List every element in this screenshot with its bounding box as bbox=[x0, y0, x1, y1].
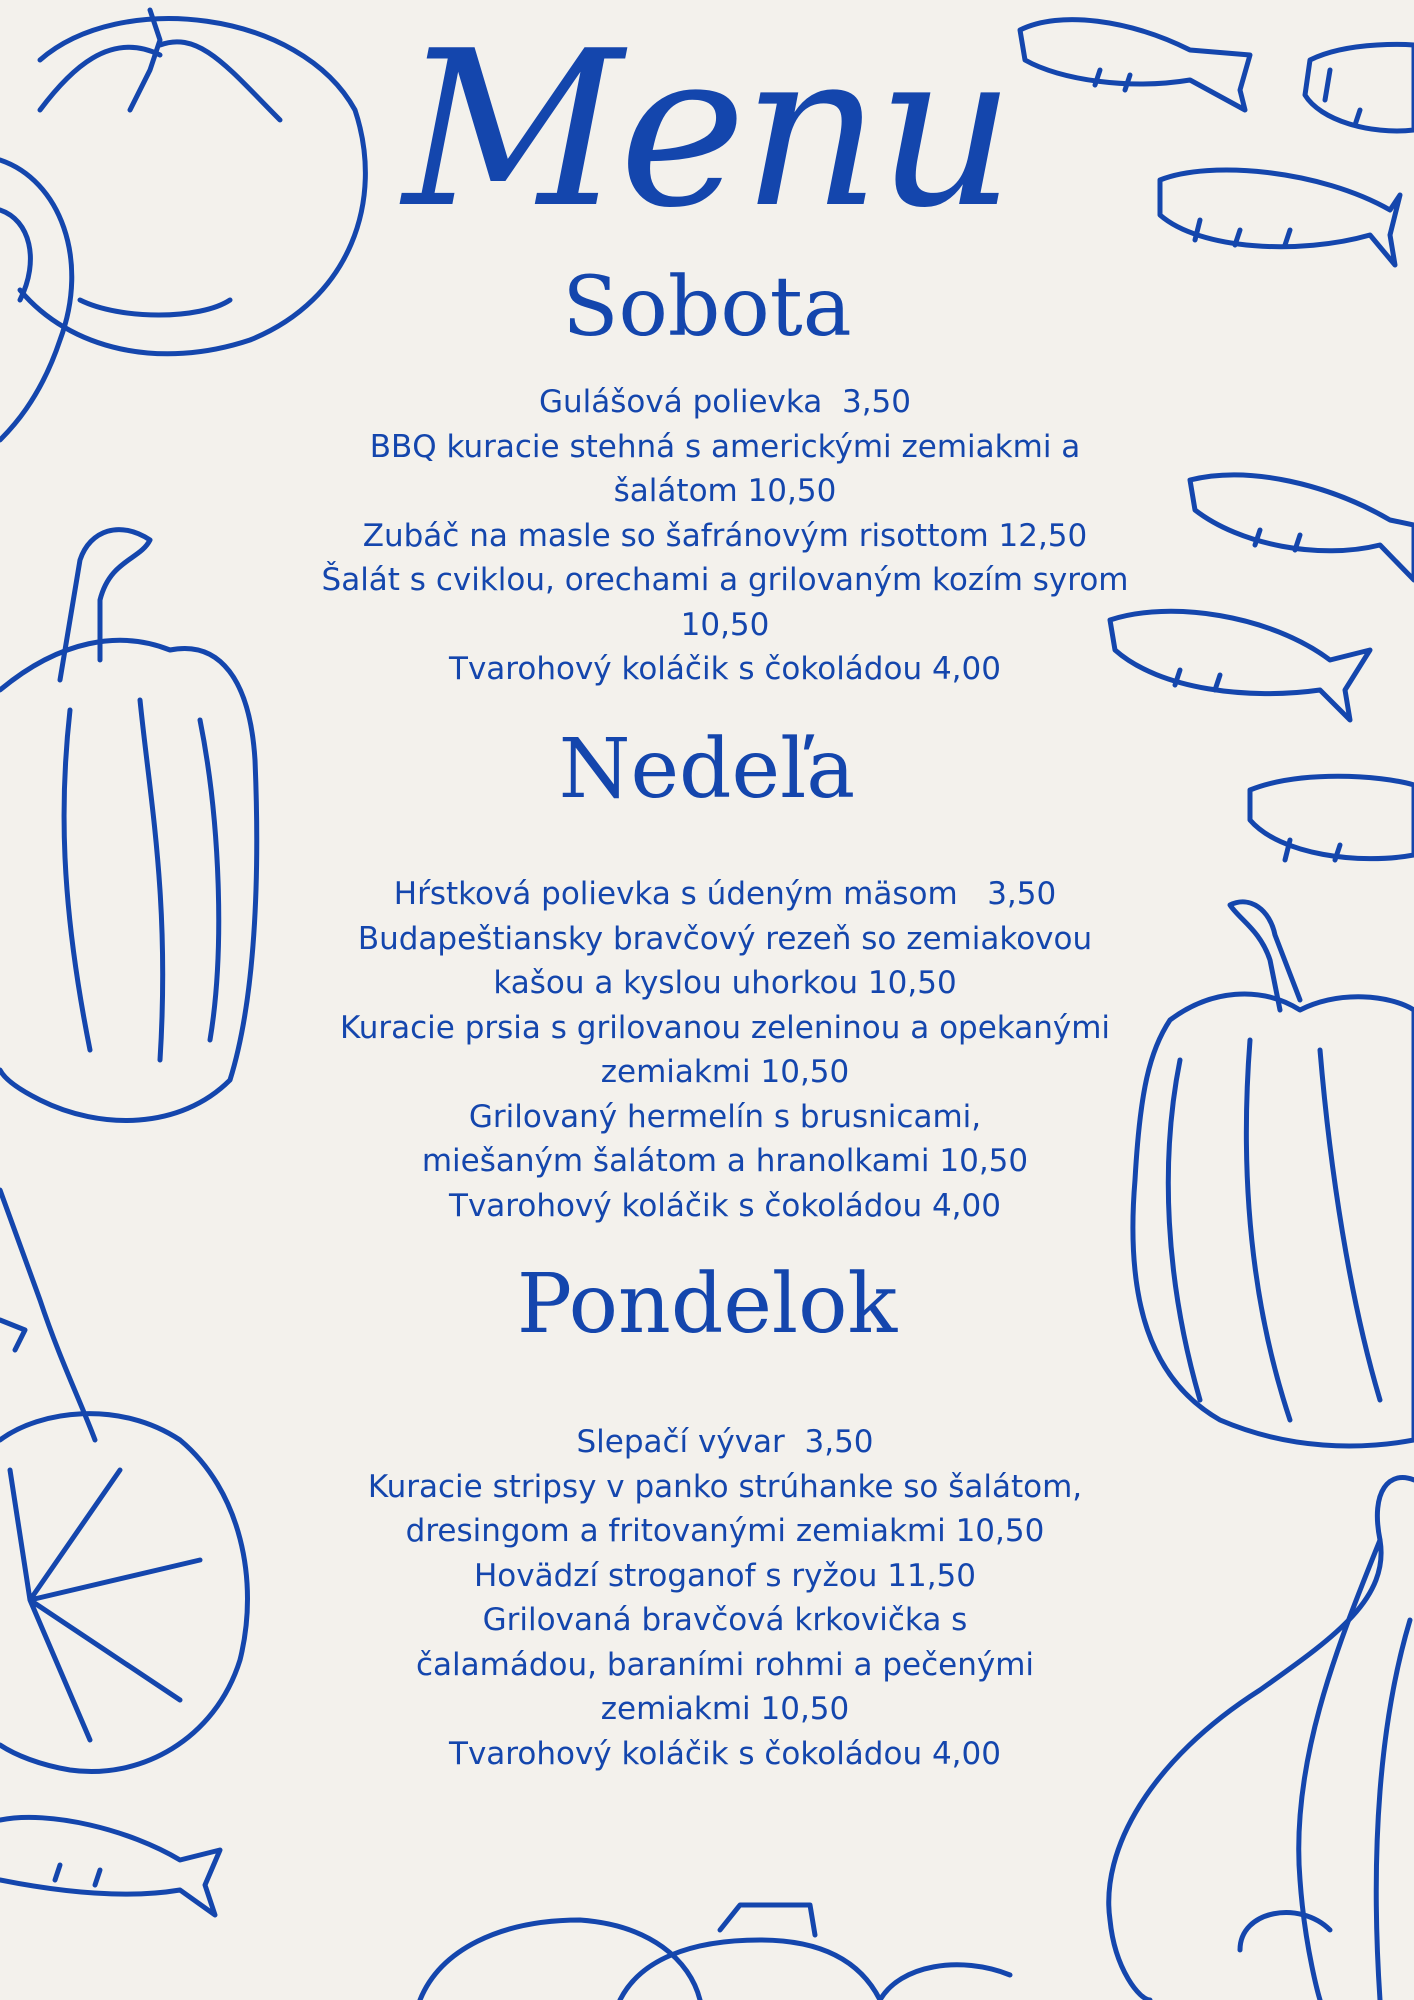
menu-item: Tvarohový koláčik s čokoládou 4,00 bbox=[449, 1735, 1001, 1772]
menu-item: Zubáč na masle so šafránovým risottom 12,50 bbox=[362, 517, 1088, 554]
menu-list-sobota bbox=[320, 380, 1139, 692]
menu-item: Hŕstková polievka s údeným mäsom 3,50 bbox=[393, 876, 1057, 912]
menu-item: Grilovaný hermelín s brusnicami, miešaným šalátom a hranolkami 10,50 bbox=[421, 1098, 1029, 1179]
day-heading-nedela: Nedeľa bbox=[558, 722, 856, 817]
menu-item: Grilovaná bravčová krkovička s čalamádou, baraními rohmi a pečenými zemiakmi 10,50 bbox=[415, 1602, 1044, 1727]
menu-item: Slepačí vývar 3,50 bbox=[576, 1424, 874, 1460]
menu-title: Menu bbox=[402, 4, 1012, 255]
day-heading-sobota: Sobota bbox=[562, 260, 852, 355]
menu-item: BBQ kuracie stehná s americkými zemiakmi a šalátom 10,50 bbox=[369, 428, 1091, 509]
menu-item: Kuracie stripsy v panko strúhanke so šalátom, dresingom a fritovanými zemiakmi 10,50 bbox=[367, 1468, 1093, 1549]
menu-list-nedela bbox=[320, 872, 1130, 1228]
menu-item: Tvarohový koláčik s čokoládou 4,00 bbox=[449, 651, 1001, 687]
menu-item: Kuracie prsia s grilovanou zeleninou a opekanými zemiakmi 10,50 bbox=[339, 1009, 1120, 1090]
day-heading-pondelok: Pondelok bbox=[516, 1257, 898, 1352]
menu-item: Šalát s cviklou, orechami a grilovaným kozím syrom 10,50 bbox=[321, 562, 1139, 643]
menu-list-pondelok bbox=[320, 1420, 1130, 1776]
menu-item: Tvarohový koláčik s čokoládou 4,00 bbox=[449, 1187, 1001, 1224]
menu-item: Hovädzí stroganof s ryžou 11,50 bbox=[473, 1557, 976, 1594]
menu-item: Budapeštiansky bravčový rezeň so zemiakovou kašou a kyslou uhorkou 10,50 bbox=[357, 920, 1103, 1001]
menu-item: Gulášová polievka 3,50 bbox=[538, 384, 911, 420]
